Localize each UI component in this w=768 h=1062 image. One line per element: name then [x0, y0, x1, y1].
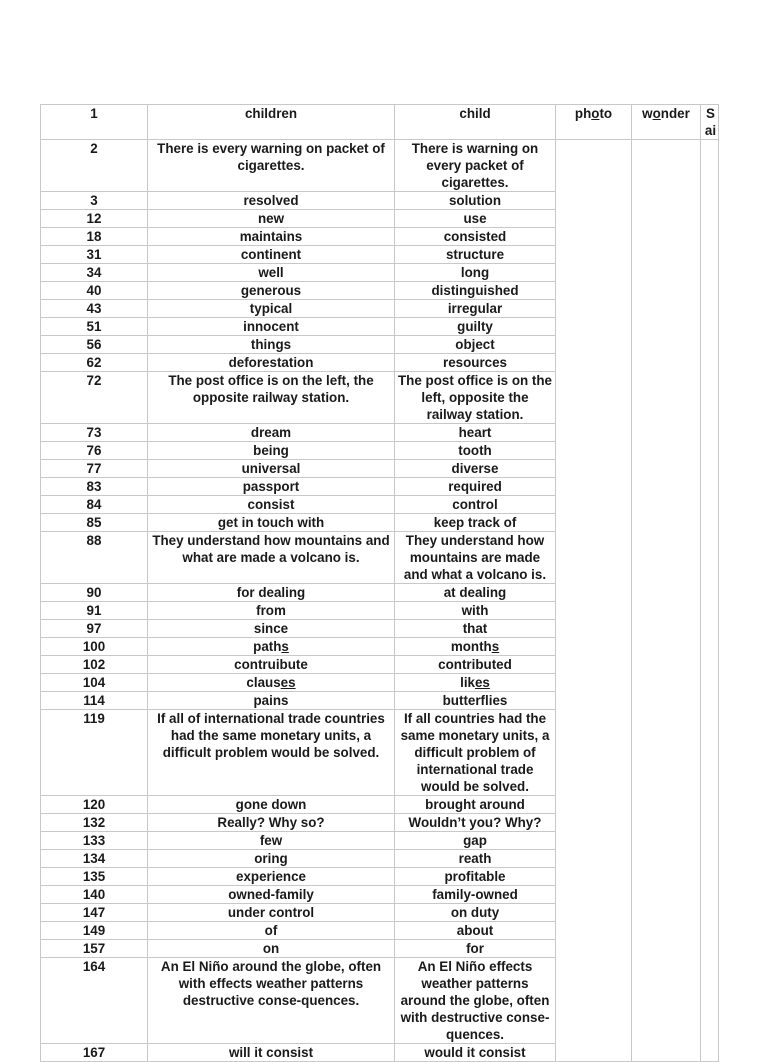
- cell-correction: structure: [395, 246, 556, 264]
- cell-correction: required: [395, 478, 556, 496]
- table-row: [41, 264, 719, 282]
- row-number: 104: [41, 674, 148, 692]
- table-row: [41, 460, 719, 478]
- row-number: 83: [41, 478, 148, 496]
- answer-table-body: [41, 105, 719, 1062]
- row-number: 31: [41, 246, 148, 264]
- cell-correction: profitable: [395, 868, 556, 886]
- table-row: [41, 796, 719, 814]
- table-row: [41, 602, 719, 620]
- table-row: [41, 282, 719, 300]
- cell-original: [148, 674, 395, 692]
- cell-original: generous: [148, 282, 395, 300]
- row-number: 62: [41, 354, 148, 372]
- cell-original: oring: [148, 850, 395, 868]
- table-row: [41, 814, 719, 832]
- cell-original: innocent: [148, 318, 395, 336]
- cell-empty: [632, 922, 701, 940]
- table-row: [41, 228, 719, 246]
- cell-empty: [556, 656, 632, 674]
- table-row: [41, 514, 719, 532]
- cell-empty: [556, 904, 632, 922]
- row-number: 90: [41, 584, 148, 602]
- cell-correction: tooth: [395, 442, 556, 460]
- cell-empty: [632, 496, 701, 514]
- cell-empty: [632, 228, 701, 246]
- cell-empty: [701, 264, 719, 282]
- table-row: [41, 478, 719, 496]
- cell-empty: [701, 814, 719, 832]
- cell-original: for dealing: [148, 584, 395, 602]
- row-number: 43: [41, 300, 148, 318]
- cell-empty: [556, 514, 632, 532]
- cell-empty: [556, 796, 632, 814]
- cell-original: The post office is on the left, the opposite railway station.: [148, 372, 395, 424]
- cell-correction-underlined: s: [491, 639, 500, 654]
- cell-correction: control: [395, 496, 556, 514]
- cell-correction: keep track of: [395, 514, 556, 532]
- cell-original: from: [148, 602, 395, 620]
- cell-original: pains: [148, 692, 395, 710]
- table-row: [41, 318, 719, 336]
- row-number: 149: [41, 922, 148, 940]
- cell-empty: [701, 460, 719, 478]
- table-row: [41, 140, 719, 192]
- row-number: 167: [41, 1044, 148, 1062]
- cell-original: passport: [148, 478, 395, 496]
- row-number: 51: [41, 318, 148, 336]
- spreadsheet-sheet: [40, 104, 718, 1062]
- cell-correction: that: [395, 620, 556, 638]
- cell-empty: [632, 868, 701, 886]
- cell-empty: [632, 602, 701, 620]
- cell-extra-wonder: [632, 105, 701, 140]
- cell-empty: [701, 424, 719, 442]
- cell-correction: for: [395, 940, 556, 958]
- cell-original: dream: [148, 424, 395, 442]
- cell-correction: irregular: [395, 300, 556, 318]
- row-number: 102: [41, 656, 148, 674]
- table-row: [41, 532, 719, 584]
- cell-empty: [701, 300, 719, 318]
- cell-empty: [632, 940, 701, 958]
- cell-empty: [556, 372, 632, 424]
- cell-empty: [632, 832, 701, 850]
- cell-empty: [556, 318, 632, 336]
- cell-empty: [701, 210, 719, 228]
- cell-original-text: claus: [246, 675, 281, 690]
- cell-correction: [395, 674, 556, 692]
- table-row: [41, 105, 719, 140]
- cell-correction: object: [395, 336, 556, 354]
- cell-empty: [632, 638, 701, 656]
- cell-empty: [632, 336, 701, 354]
- cell-correction: child: [395, 105, 556, 140]
- cell-correction: heart: [395, 424, 556, 442]
- cell-correction: There is warning on every packet of cigarettes.: [395, 140, 556, 192]
- cell-original: continent: [148, 246, 395, 264]
- row-number: 1: [41, 105, 148, 140]
- cell-empty: [632, 514, 701, 532]
- table-row: [41, 372, 719, 424]
- cell-empty: [556, 264, 632, 282]
- cell-original: Really? Why so?: [148, 814, 395, 832]
- cell-empty: [632, 814, 701, 832]
- cell-empty: [632, 264, 701, 282]
- table-row: [41, 958, 719, 1044]
- cell-empty: [632, 620, 701, 638]
- table-row: [41, 638, 719, 656]
- row-number: 133: [41, 832, 148, 850]
- cell-correction: If all countries had the same monetary units, a difficult problem of international trade would be solved.: [395, 710, 556, 796]
- row-number: 120: [41, 796, 148, 814]
- row-number: 147: [41, 904, 148, 922]
- cell-correction: The post office is on the left, opposite the railway station.: [395, 372, 556, 424]
- cell-correction: use: [395, 210, 556, 228]
- cell-empty: [556, 282, 632, 300]
- cell-empty: [556, 246, 632, 264]
- cell-original: universal: [148, 460, 395, 478]
- row-number: 91: [41, 602, 148, 620]
- cell-empty: [701, 638, 719, 656]
- row-number: 77: [41, 460, 148, 478]
- cell-empty: [701, 514, 719, 532]
- cell-empty: [556, 832, 632, 850]
- cell-correction: reath: [395, 850, 556, 868]
- cell-original: few: [148, 832, 395, 850]
- cell-correction: butterflies: [395, 692, 556, 710]
- table-row: [41, 192, 719, 210]
- cell-original: under control: [148, 904, 395, 922]
- table-row: [41, 584, 719, 602]
- cell-empty: [632, 192, 701, 210]
- row-number: 88: [41, 532, 148, 584]
- cell-correction: gap: [395, 832, 556, 850]
- cell-original: gone down: [148, 796, 395, 814]
- table-row: [41, 674, 719, 692]
- cell-correction: They understand how mountains are made and what a volcano is.: [395, 532, 556, 584]
- cell-empty: [556, 710, 632, 796]
- cell-empty: [556, 228, 632, 246]
- cell-empty: [556, 478, 632, 496]
- cell-original: since: [148, 620, 395, 638]
- cell-empty: [701, 850, 719, 868]
- cell-correction: guilty: [395, 318, 556, 336]
- row-number: 164: [41, 958, 148, 1044]
- cell-empty: [701, 958, 719, 1044]
- cell-empty: [556, 814, 632, 832]
- cell-correction: long: [395, 264, 556, 282]
- cell-empty: [556, 192, 632, 210]
- row-number: 140: [41, 886, 148, 904]
- cell-empty: [701, 692, 719, 710]
- cell-original: children: [148, 105, 395, 140]
- cell-empty: [701, 584, 719, 602]
- cell-empty: [632, 424, 701, 442]
- cell-correction: at dealing: [395, 584, 556, 602]
- table-row: [41, 1044, 719, 1062]
- cell-empty: [701, 904, 719, 922]
- cell-original: There is every warning on packet of cigarettes.: [148, 140, 395, 192]
- cell-correction: on duty: [395, 904, 556, 922]
- cell-empty: [701, 796, 719, 814]
- row-number: 72: [41, 372, 148, 424]
- row-number: 76: [41, 442, 148, 460]
- cell-empty: [556, 354, 632, 372]
- cell-extra-photo: [556, 105, 632, 140]
- cell-empty: [632, 886, 701, 904]
- cell-empty: [701, 710, 719, 796]
- cell-empty: [556, 868, 632, 886]
- table-row: [41, 692, 719, 710]
- cell-empty: [556, 300, 632, 318]
- cell-empty: [701, 532, 719, 584]
- cell-empty: [701, 656, 719, 674]
- cell-empty: [556, 620, 632, 638]
- cell-empty: [632, 372, 701, 424]
- cell-original: consist: [148, 496, 395, 514]
- sai-line-2: ai: [704, 123, 717, 138]
- row-number: 34: [41, 264, 148, 282]
- cell-original-text: path: [253, 639, 282, 654]
- row-number: 132: [41, 814, 148, 832]
- table-row: [41, 904, 719, 922]
- cell-empty: [701, 922, 719, 940]
- cell-empty: [632, 656, 701, 674]
- cell-empty: [701, 336, 719, 354]
- cell-original: on: [148, 940, 395, 958]
- cell-empty: [556, 336, 632, 354]
- photo-word: photo: [574, 106, 613, 121]
- cell-empty: [701, 318, 719, 336]
- cell-empty: [632, 692, 701, 710]
- cell-original-underlined: es: [280, 675, 296, 690]
- cell-empty: [632, 300, 701, 318]
- cell-empty: [701, 940, 719, 958]
- cell-correction: solution: [395, 192, 556, 210]
- row-number: 12: [41, 210, 148, 228]
- cell-empty: [701, 354, 719, 372]
- cell-empty: [556, 442, 632, 460]
- cell-empty: [701, 886, 719, 904]
- cell-original: well: [148, 264, 395, 282]
- table-row: [41, 336, 719, 354]
- cell-empty: [556, 584, 632, 602]
- table-row: [41, 496, 719, 514]
- cell-empty: [632, 584, 701, 602]
- cell-empty: [632, 210, 701, 228]
- cell-correction: brought around: [395, 796, 556, 814]
- row-number: 97: [41, 620, 148, 638]
- wonder-word: wonder: [642, 106, 690, 121]
- row-number: 18: [41, 228, 148, 246]
- cell-empty: [632, 460, 701, 478]
- cell-empty: [556, 210, 632, 228]
- row-number: 119: [41, 710, 148, 796]
- cell-empty: [632, 710, 701, 796]
- cell-empty: [632, 282, 701, 300]
- cell-empty: [701, 832, 719, 850]
- sai-line-1: S: [706, 106, 715, 121]
- cell-empty: [701, 192, 719, 210]
- cell-original: deforestation: [148, 354, 395, 372]
- cell-empty: [556, 692, 632, 710]
- cell-empty: [556, 602, 632, 620]
- cell-empty: [632, 850, 701, 868]
- cell-original: will it consist: [148, 1044, 395, 1062]
- cell-correction: family-owned: [395, 886, 556, 904]
- cell-correction: An El Niño effects weather patterns around the globe, often with destructive conse-quences.: [395, 958, 556, 1044]
- table-row: [41, 620, 719, 638]
- cell-original: maintains: [148, 228, 395, 246]
- cell-correction-underlined: es: [474, 675, 490, 690]
- table-row: [41, 354, 719, 372]
- cell-empty: [701, 620, 719, 638]
- cell-empty: [701, 868, 719, 886]
- cell-empty: [556, 958, 632, 1044]
- answer-table: [40, 104, 719, 1062]
- cell-empty: [632, 354, 701, 372]
- table-row: [41, 850, 719, 868]
- cell-original: owned-family: [148, 886, 395, 904]
- cell-empty: [556, 886, 632, 904]
- cell-empty: [632, 478, 701, 496]
- cell-empty: [556, 940, 632, 958]
- cell-empty: [632, 904, 701, 922]
- cell-empty: [632, 246, 701, 264]
- table-row: [41, 868, 719, 886]
- cell-correction: distinguished: [395, 282, 556, 300]
- row-number: 85: [41, 514, 148, 532]
- cell-original: If all of international trade countries had the same monetary units, a difficult problem would be solved.: [148, 710, 395, 796]
- cell-original: things: [148, 336, 395, 354]
- table-row: [41, 210, 719, 228]
- table-row: [41, 710, 719, 796]
- cell-original: being: [148, 442, 395, 460]
- cell-empty: [556, 496, 632, 514]
- cell-empty: [701, 496, 719, 514]
- cell-original: resolved: [148, 192, 395, 210]
- cell-empty: [556, 850, 632, 868]
- cell-original: An El Niño around the globe, often with effects weather patterns destructive conse-quences.: [148, 958, 395, 1044]
- cell-empty: [556, 922, 632, 940]
- table-row: [41, 922, 719, 940]
- cell-empty: [701, 478, 719, 496]
- table-row: [41, 300, 719, 318]
- cell-correction-text: month: [450, 639, 492, 654]
- row-number: 84: [41, 496, 148, 514]
- table-row: [41, 246, 719, 264]
- cell-extra-sai: [701, 105, 719, 140]
- row-number: 40: [41, 282, 148, 300]
- cell-original: [148, 638, 395, 656]
- cell-correction: with: [395, 602, 556, 620]
- cell-empty: [556, 674, 632, 692]
- cell-correction: diverse: [395, 460, 556, 478]
- cell-original-underlined: s: [281, 639, 289, 654]
- cell-empty: [701, 282, 719, 300]
- table-row: [41, 940, 719, 958]
- row-number: 114: [41, 692, 148, 710]
- cell-empty: [632, 674, 701, 692]
- cell-correction-text: lik: [460, 675, 475, 690]
- table-row: [41, 832, 719, 850]
- row-number: 2: [41, 140, 148, 192]
- cell-empty: [556, 638, 632, 656]
- cell-correction: about: [395, 922, 556, 940]
- cell-empty: [632, 1044, 701, 1062]
- cell-correction: Wouldn’t you? Why?: [395, 814, 556, 832]
- cell-correction: would it consist: [395, 1044, 556, 1062]
- row-number: 100: [41, 638, 148, 656]
- cell-original: contruibute: [148, 656, 395, 674]
- cell-empty: [701, 1044, 719, 1062]
- cell-empty: [701, 246, 719, 264]
- cell-empty: [632, 140, 701, 192]
- cell-empty: [556, 1044, 632, 1062]
- cell-empty: [556, 140, 632, 192]
- cell-original: typical: [148, 300, 395, 318]
- cell-empty: [632, 958, 701, 1044]
- cell-empty: [632, 318, 701, 336]
- row-number: 157: [41, 940, 148, 958]
- row-number: 134: [41, 850, 148, 868]
- cell-empty: [556, 532, 632, 584]
- table-row: [41, 656, 719, 674]
- cell-empty: [632, 532, 701, 584]
- cell-original: get in touch with: [148, 514, 395, 532]
- cell-original: They understand how mountains and what are made a volcano is.: [148, 532, 395, 584]
- cell-empty: [701, 442, 719, 460]
- cell-empty: [701, 674, 719, 692]
- table-row: [41, 886, 719, 904]
- cell-empty: [701, 372, 719, 424]
- cell-empty: [701, 140, 719, 192]
- row-number: 56: [41, 336, 148, 354]
- row-number: 73: [41, 424, 148, 442]
- cell-empty: [701, 602, 719, 620]
- cell-empty: [632, 796, 701, 814]
- row-number: 3: [41, 192, 148, 210]
- cell-original: experience: [148, 868, 395, 886]
- cell-original: of: [148, 922, 395, 940]
- cell-correction: resources: [395, 354, 556, 372]
- cell-correction: contributed: [395, 656, 556, 674]
- row-number: 135: [41, 868, 148, 886]
- cell-empty: [701, 228, 719, 246]
- cell-original: new: [148, 210, 395, 228]
- table-row: [41, 424, 719, 442]
- cell-empty: [556, 424, 632, 442]
- cell-correction: [395, 638, 556, 656]
- cell-empty: [556, 460, 632, 478]
- table-row: [41, 442, 719, 460]
- cell-correction: consisted: [395, 228, 556, 246]
- cell-empty: [632, 442, 701, 460]
